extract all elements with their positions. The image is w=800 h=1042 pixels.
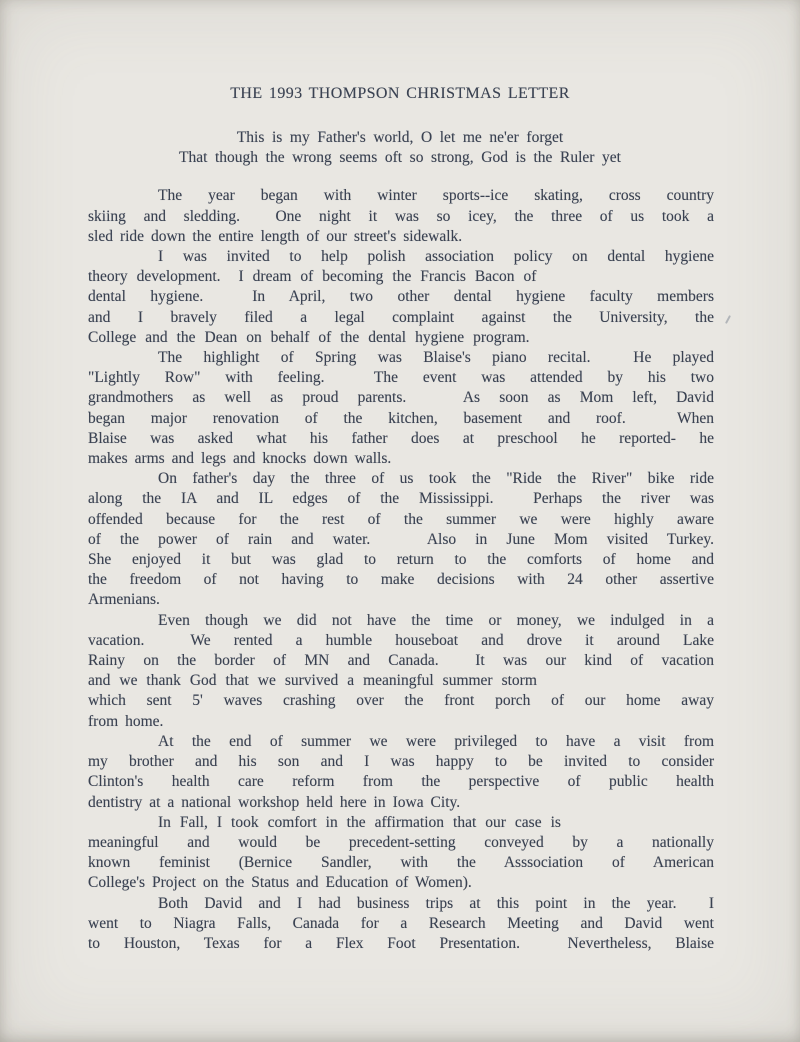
letter-line: "Lightly Row" with feeling. The event was attended by his two	[88, 369, 714, 387]
letter-line: went to Niagra Falls, Canada for a Research Meeting and David went	[88, 914, 714, 932]
letter-line: Even though we did not have the time or money, we indulged in a	[158, 611, 714, 629]
letter-title: THE 1993 THOMPSON CHRISTMAS LETTER	[230, 85, 570, 102]
letter-line: to Houston, Texas for a Flex Foot Presentation. Nevertheless, Blaise	[88, 934, 714, 952]
letter-line: and I bravely filed a legal complaint against the University, the	[88, 308, 714, 326]
letter-line: The highlight of Spring was Blaise's piano recital. He played	[158, 349, 714, 367]
letter-line: vacation. We rented a humble houseboat and drove it around Lake	[88, 631, 714, 649]
letter-line: and we thank God that we survived a meaningful summer storm	[88, 672, 537, 690]
letter-line: offended because for the rest of the summer we were highly aware	[88, 510, 714, 528]
letter-line: skiing and sledding. One night it was so icey, the three of us took a	[88, 207, 714, 225]
letter-line: the freedom of not having to make decisions with 24 other assertive	[88, 571, 714, 589]
letter-line: At the end of summer we were privileged to have a visit from	[158, 732, 714, 750]
letter-line: meaningful and would be precedent-setting conveyed by a nationally	[88, 833, 714, 851]
letter-line: theory development. I dream of becoming the Francis Bacon of	[88, 268, 537, 286]
letter-line: Blaise was asked what his father does at preschool he reported- he	[88, 429, 714, 447]
letter-line: College's Project on the Status and Education of Women).	[88, 874, 472, 892]
letter-paragraph	[88, 469, 714, 610]
letter-line: which sent 5' waves crashing over the front porch of our home away	[88, 692, 714, 710]
letter-line: known feminist (Bernice Sandler, with the Asssociation of American	[88, 854, 714, 872]
letter-line: sled ride down the entire length of our street's sidewalk.	[88, 227, 463, 245]
letter-line: of the power of rain and water. Also in June Mom visited Turkey.	[88, 530, 714, 548]
letter-paragraph	[88, 732, 714, 813]
epigraph-line-2: That though the wrong seems oft so strong, God is the Ruler yet	[179, 149, 621, 167]
letter-paragraph	[88, 186, 714, 247]
scan-speck	[725, 315, 731, 324]
letter-line: grandmothers as well as proud parents. As soon as Mom left, David	[88, 389, 714, 407]
epigraph	[70, 128, 730, 168]
letter-paragraph	[88, 894, 714, 955]
letter-line: makes arms and legs and knocks down walls.	[88, 450, 392, 468]
letter-line: dental hygiene. In April, two other dental hygiene faculty members	[88, 288, 714, 306]
letter-line: Both David and I had business trips at this point in the year. I	[158, 894, 714, 912]
letter-line: my brother and his son and I was happy to be invited to consider	[88, 753, 714, 771]
letter-line: Clinton's health care reform from the perspective of public health	[88, 773, 714, 791]
letter-paragraph	[88, 247, 714, 348]
letter-line: Rainy on the border of MN and Canada. It was our kind of vacation	[88, 652, 714, 670]
letter-line: from home.	[88, 712, 164, 730]
letter-line: She enjoyed it but was glad to return to the comforts of home and	[88, 551, 714, 569]
letter-line: On father's day the three of us took the "Ride the River" bike ride	[158, 470, 714, 488]
letter-paragraph	[88, 813, 714, 894]
letter-line: dentistry at a national workshop held here in Iowa City.	[88, 793, 461, 811]
letter-body	[88, 186, 714, 954]
letter-line: College and the Dean on behalf of the dental hygiene program.	[88, 328, 530, 346]
letter-line: The year began with winter sports--ice skating, cross country	[158, 187, 714, 205]
letter-line: Armenians.	[88, 591, 160, 609]
letter-line: I was invited to help polish association policy on dental hygiene	[158, 248, 714, 266]
letter-line: began major renovation of the kitchen, basement and roof. When	[88, 409, 714, 427]
letter-line: In Fall, I took comfort in the affirmation that our case is	[158, 813, 561, 831]
epigraph-line-1: This is my Father's world, O let me ne'er forget	[236, 129, 564, 146]
letter-line: along the IA and IL edges of the Mississippi. Perhaps the river was	[88, 490, 714, 508]
letter-paragraph	[88, 611, 714, 732]
letter-paragraph	[88, 348, 714, 469]
